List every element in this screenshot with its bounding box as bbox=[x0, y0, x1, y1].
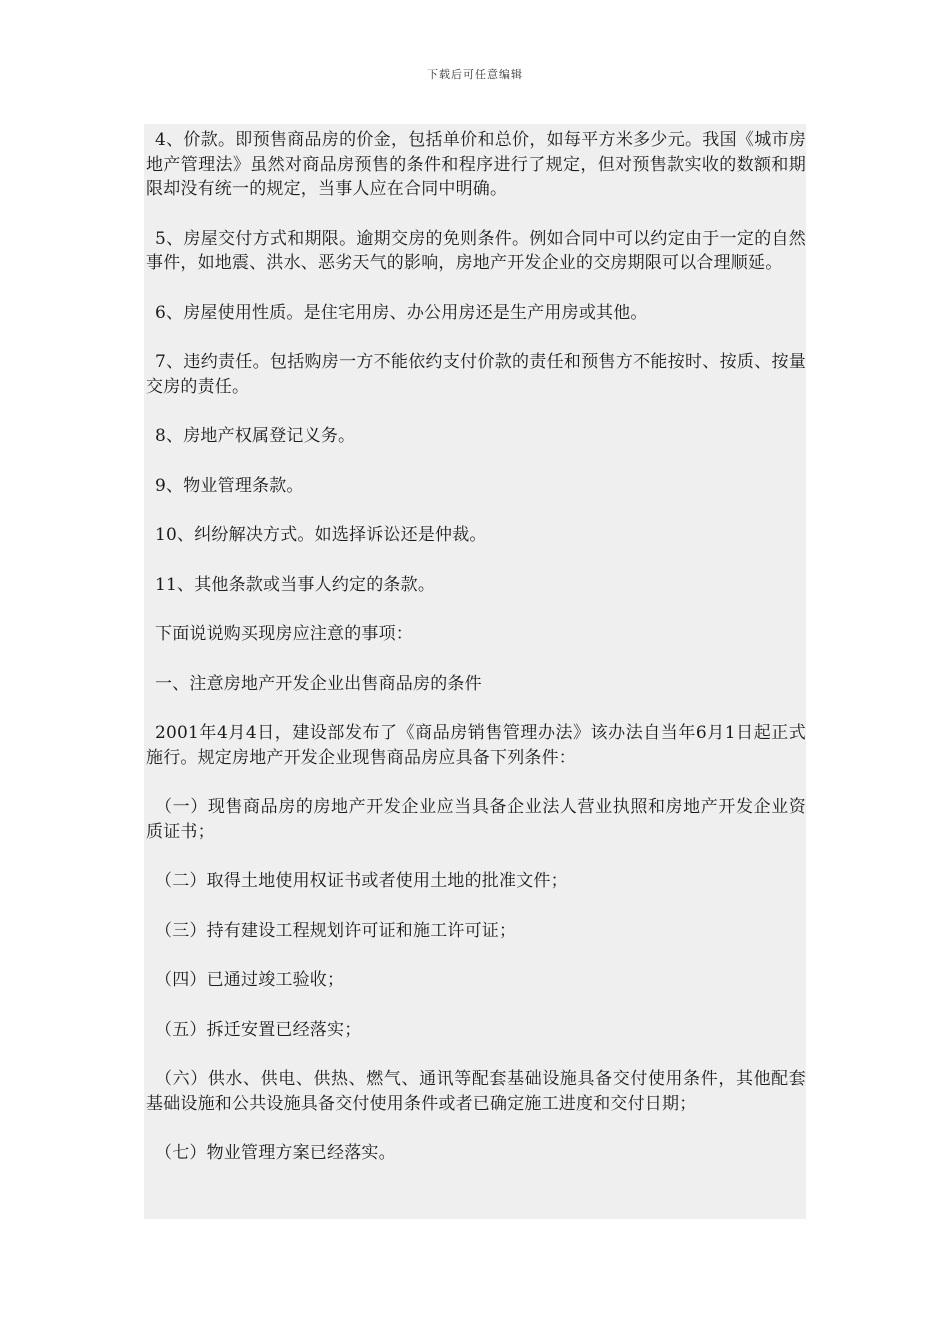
condition-item-1: （一）现售商品房的房地产开发企业应当具备企业法人营业执照和房地产开发企业资质证书； bbox=[146, 797, 806, 842]
condition-item-2: （二）取得土地使用权证书或者使用土地的批准文件； bbox=[155, 871, 568, 891]
condition-item-6: （六）供水、供电、供热、燃气、通讯等配套基础设施具备交付使用条件，其他配套基础设施和公共设施具备交付使用条件或者已确定施工进度和交付日期； bbox=[146, 1069, 806, 1114]
page-header: 下载后可任意编辑 bbox=[427, 68, 523, 81]
condition-item-7: （七）物业管理方案已经落实。 bbox=[155, 1143, 396, 1163]
section-heading-conditions: 一、注意房地产开发企业出售商品房的条件 bbox=[155, 673, 482, 694]
paragraph-liability: 7、违约责任。包括购房一方不能依约支付价款的责任和预售方不能按时、按质、按量交房的责任。 bbox=[146, 352, 806, 397]
paragraph-other-terms: 11、其他条款或当事人约定的条款。 bbox=[155, 574, 436, 595]
document-body bbox=[144, 124, 806, 1219]
condition-item-4: （四）已通过竣工验收； bbox=[155, 970, 345, 990]
paragraph-price: 4、价款。即预售商品房的价金，包括单价和总价，如每平方米多少元。我国《城市房地产管理法》虽然对商品房预售的条件和程序进行了规定，但对预售款实收的数额和期限却没有统一的规定，当事人应在合同中明确。 bbox=[146, 130, 806, 199]
paragraph-dispute: 10、纠纷解决方式。如选择诉讼还是仲裁。 bbox=[155, 525, 487, 545]
paragraph-delivery: 5、房屋交付方式和期限。逾期交房的免则条件。例如合同中可以约定由于一定的自然事件，如地震、洪水、恶劣天气的影响，房地产开发企业的交房期限可以合理顺延。 bbox=[146, 228, 806, 273]
paragraph-usage: 6、房屋使用性质。是住宅用房、办公用房还是生产用房或其他。 bbox=[155, 302, 648, 323]
paragraph-registration: 8、房地产权属登记义务。 bbox=[155, 426, 356, 446]
paragraph-intro-existing: 下面说说购买现房应注意的事项： bbox=[155, 624, 413, 644]
paragraph-regulation: 2001年4月4日，建设部发布了《商品房销售管理办法》该办法自当年6月1日起正式施行。规定房地产开发企业现售商品房应具备下列条件： bbox=[146, 723, 806, 768]
condition-item-5: （五）拆迁安置已经落实； bbox=[155, 1019, 362, 1040]
paragraph-property-management: 9、物业管理条款。 bbox=[155, 475, 304, 496]
condition-item-3: （三）持有建设工程规划许可证和施工许可证； bbox=[155, 920, 517, 941]
